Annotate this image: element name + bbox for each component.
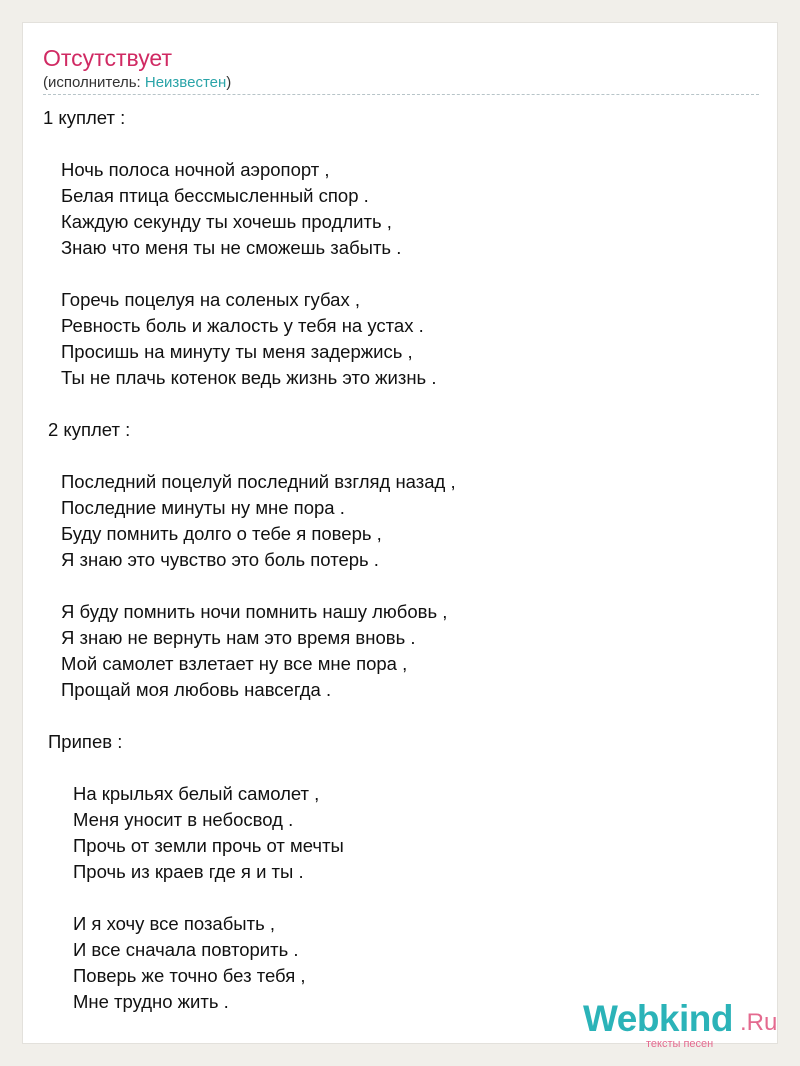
lyric-line: На крыльях белый самолет , — [73, 783, 320, 804]
lyric-line: Каждую секунду ты хочешь продлить , — [61, 211, 392, 232]
lyric-line: Поверь же точно без тебя , — [73, 965, 306, 986]
section-label: 1 куплет : — [43, 107, 126, 128]
lyric-line: Ночь полоса ночной аэропорт , — [61, 159, 330, 180]
lyric-line: Прочь от земли прочь от мечты — [73, 835, 344, 856]
lyric-line: Мой самолет взлетает ну все мне пора , — [61, 653, 408, 674]
site-logo[interactable] — [583, 998, 779, 1048]
lyric-line: Последний поцелуй последний взгляд назад , — [61, 471, 456, 492]
lyric-line: Я буду помнить ночи помнить нашу любовь , — [61, 601, 448, 622]
lyric-line: И все сначала повторить . — [73, 939, 299, 960]
page-title: Отсутствует — [43, 45, 172, 71]
section-label: Припев : — [48, 731, 123, 752]
artist-link[interactable]: Неизвестен — [144, 74, 227, 91]
lyric-line: Я знаю не вернуть нам это время вновь . — [61, 627, 416, 648]
lyric-line: Меня уносит в небосвод . — [73, 809, 294, 830]
header-divider — [43, 94, 759, 95]
section-label: 2 куплет : — [48, 419, 131, 440]
lyric-line: Последние минуты ну мне пора . — [61, 497, 345, 518]
lyric-line: Я знаю это чувство это боль потерь . — [61, 549, 379, 570]
lyric-line: Ревность боль и жалость у тебя на устах . — [61, 315, 424, 336]
lyric-line: Горечь поцелуя на соленых губах , — [61, 289, 360, 310]
artist-prefix: (исполнитель: — [43, 74, 145, 91]
artist-suffix: ) — [226, 74, 232, 91]
lyric-line: Мне трудно жить . — [73, 991, 229, 1012]
lyrics-card — [22, 22, 778, 1050]
logo-tagline: тексты песен — [646, 1038, 714, 1050]
artist-line — [43, 74, 231, 91]
lyric-line: Прощай моя любовь навсегда . — [61, 679, 332, 700]
logo-wordmark: Webkind — [583, 998, 733, 1039]
lyric-line: Просишь на минуту ты меня задержись , — [61, 341, 413, 362]
lyric-line: Буду помнить долго о тебе я поверь , — [61, 523, 382, 544]
lyric-line: И я хочу все позабыть , — [73, 913, 276, 934]
logo-domain: .Ru — [740, 1009, 778, 1036]
lyric-line: Ты не плачь котенок ведь жизнь это жизнь . — [61, 367, 437, 388]
lyric-line: Белая птица бессмысленный спор . — [61, 185, 369, 206]
lyric-line: Знаю что меня ты не сможешь забыть . — [61, 237, 402, 258]
lyric-line: Прочь из краев где я и ты . — [73, 861, 304, 882]
